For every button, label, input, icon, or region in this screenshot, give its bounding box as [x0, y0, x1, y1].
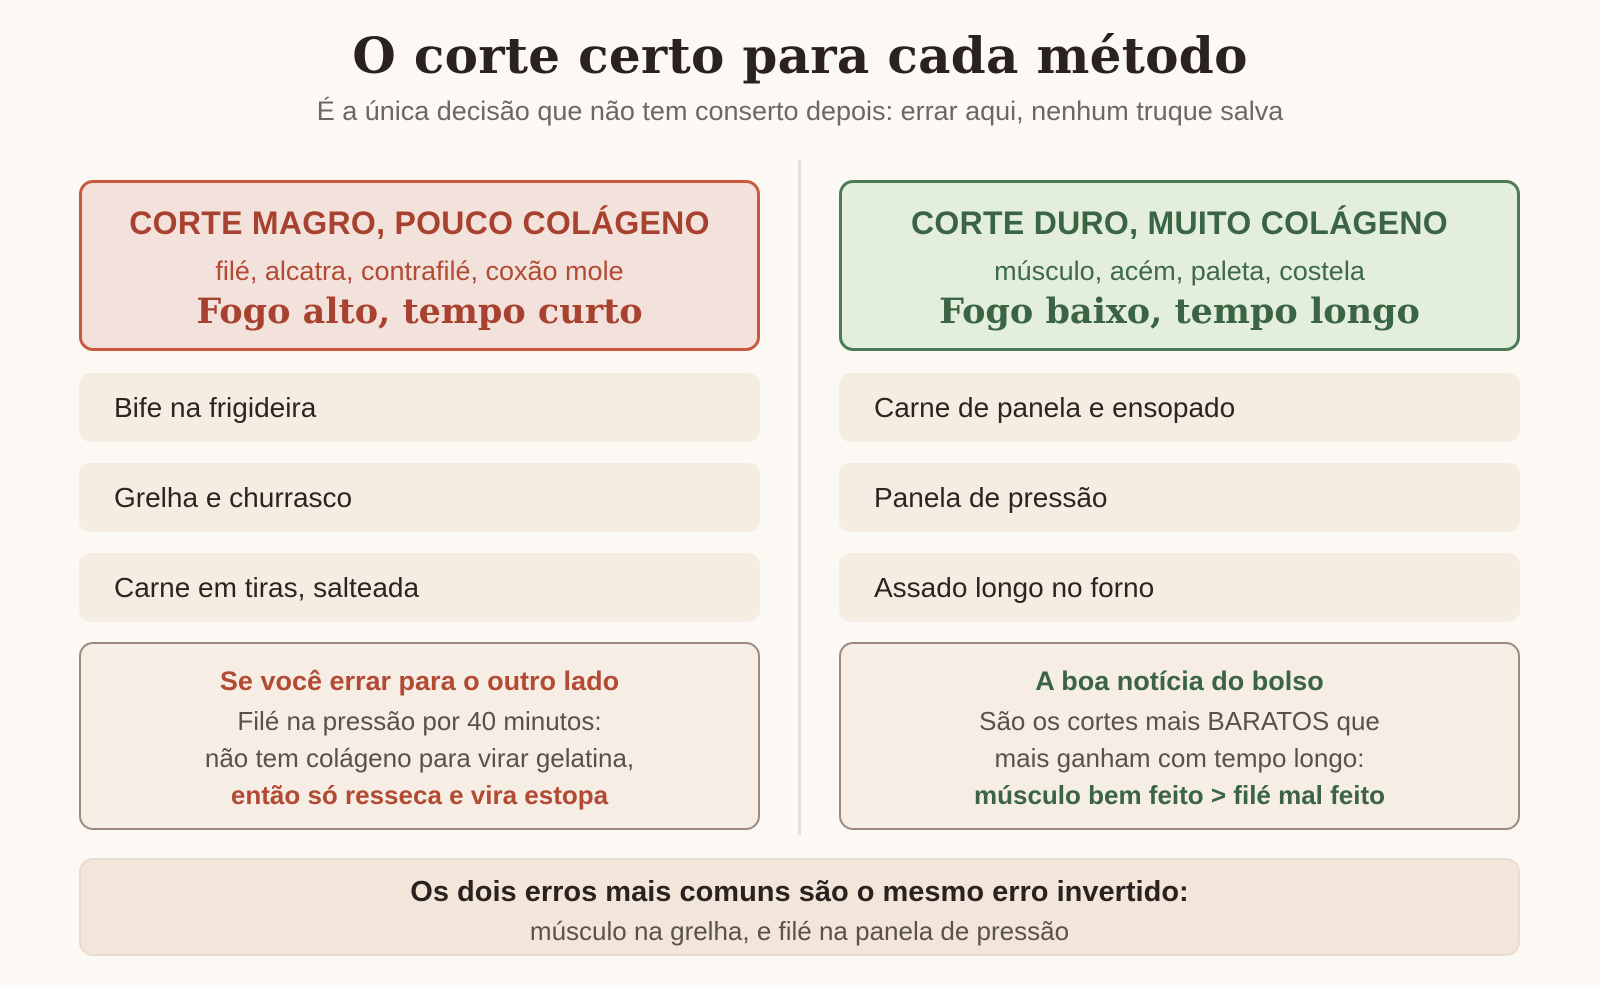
lean-cut-warning-note: [79, 642, 760, 830]
method-item: Grelha e churrasco: [79, 463, 760, 532]
note-title: Se você errar para o outro lado: [219, 666, 620, 696]
column-divider: [798, 160, 801, 835]
tough-cut-examples: músculo, acém, paleta, costela: [994, 256, 1365, 286]
tough-cut-heading: CORTE DURO, MUITO COLÁGENO: [911, 205, 1448, 241]
page-subtitle: É a única decisão que não tem conserto depois: errar aqui, nenhum truque salva: [316, 96, 1284, 126]
page-title: O corte certo para cada método: [352, 26, 1248, 85]
note-line: mais ganham com tempo longo:: [994, 743, 1365, 773]
lean-cut-heading: CORTE MAGRO, POUCO COLÁGENO: [129, 205, 710, 241]
method-item: Carne em tiras, salteada: [79, 553, 760, 622]
method-item: Bife na frigideira: [79, 373, 760, 442]
tough-cut-rule: Fogo baixo, tempo longo: [939, 291, 1420, 332]
banner-sub-text: músculo na grelha, e filé na panela de pressão: [529, 916, 1070, 946]
lean-cut-rule: Fogo alto, tempo curto: [196, 291, 643, 332]
method-item: Panela de pressão: [839, 463, 1520, 532]
tough-cut-header: [839, 180, 1520, 351]
lean-cut-header: [79, 180, 760, 351]
lean-cut-examples: filé, alcatra, contrafilé, coxão mole: [215, 256, 624, 286]
note-line: Filé na pressão por 40 minutos:: [237, 706, 602, 736]
lean-cut-column: [79, 180, 760, 830]
common-mistakes-banner: [79, 858, 1520, 956]
note-emphasis: então só resseca e vira estopa: [230, 780, 609, 810]
tough-cut-column: [839, 180, 1520, 830]
note-line: não tem colágeno para virar gelatina,: [204, 743, 635, 773]
note-title: A boa notícia do bolso: [1035, 666, 1324, 696]
tough-cut-good-news-note: [839, 642, 1520, 830]
method-item: Carne de panela e ensopado: [839, 373, 1520, 442]
banner-main-text: Os dois erros mais comuns são o mesmo erro invertido:: [410, 876, 1189, 908]
note-line: São os cortes mais BARATOS que: [979, 706, 1380, 736]
method-item: Assado longo no forno: [839, 553, 1520, 622]
note-emphasis: músculo bem feito > filé mal feito: [973, 780, 1386, 810]
